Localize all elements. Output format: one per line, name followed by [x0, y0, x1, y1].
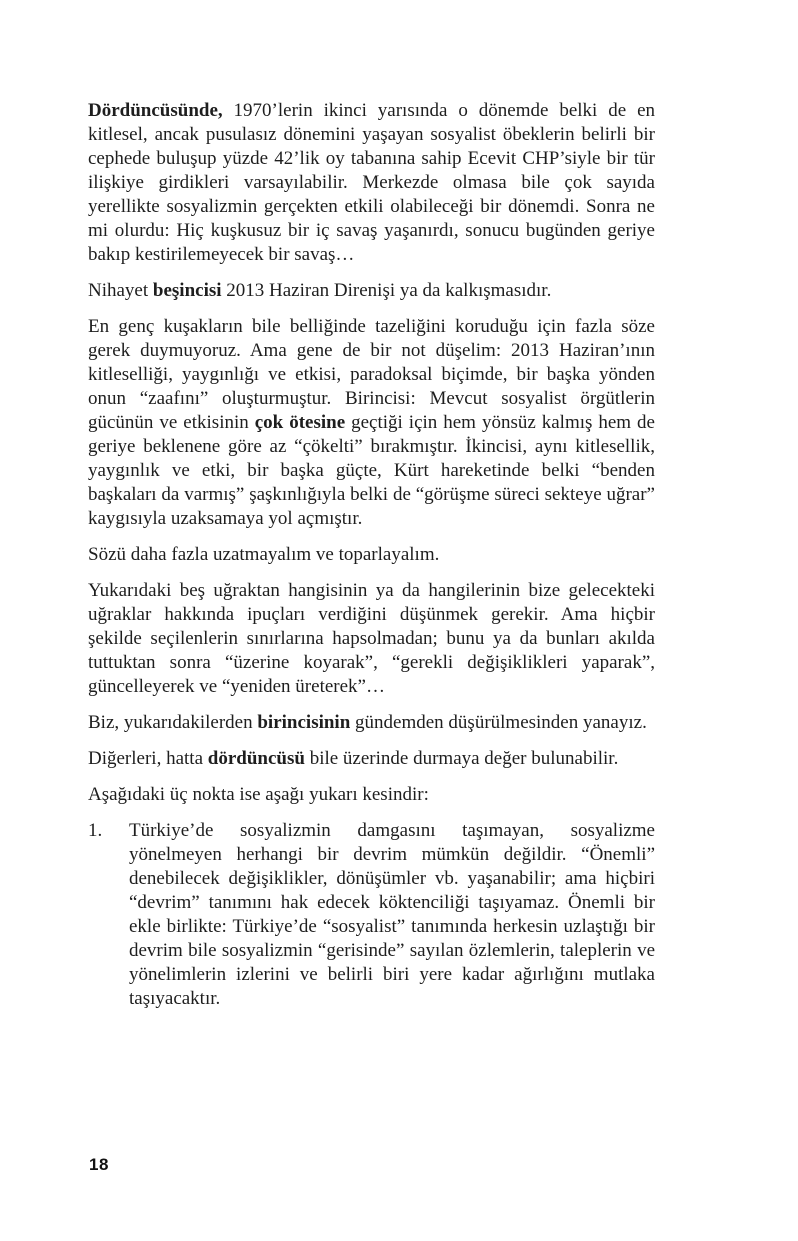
page-footer: [89, 1155, 109, 1175]
paragraph-sozu-toparlayalim: Sözü daha fazla uzatmayalım ve toparlayalım.: [88, 544, 440, 565]
page-number: 18: [89, 1155, 109, 1174]
paragraph-nihayet-besincisi: Nihayet beşincisi 2013 Haziran Direnişi ya da kalkışmasıdır.: [88, 280, 552, 301]
paragraph-biz-birincisinin: Biz, yukarıdakilerden birincisinin gündemden düşürülmesinden yanayız.: [88, 712, 647, 733]
page-text-column: [88, 99, 655, 1023]
numbered-list-item-1: [88, 819, 655, 1011]
list-item-number: 1.: [88, 820, 103, 841]
paragraph-digerleri-dorduncusu: Diğerleri, hatta dördüncüsü bile üzerinde durmaya değer bulunabilir.: [88, 748, 619, 769]
bold-text: dördüncüsü: [207, 748, 305, 769]
paragraph-en-genc-kusaklar: En genç kuşakların bile belliğinde tazeliğini koruduğu için fazla söze gerek duymuyoruz. Ama gene de bir not düşelim: 2013 Haziran’ının kitleselliği, yaygınlığı ve etkisi, paradoksal biçimde, bir başka yönden onun “zaafını” oluşturmuştur. Birincisi: Mevcut sosyalist örgütlerin gücünün ve etkisinin çok ötesine geçtiği için hem yönsüz kalmış hem de geriye beklenene göre az “çökelti” bırakmıştır. İkincisi, aynı kitlesellik, yaygınlık ve etki, bir başka güçte, Kürt hareketinde belki “benden başkaları da varmış” şaşkınlığıyla belki de “görüşme süreci sekteye uğrar” kaygısıyla uzaksamaya yol açmıştır.: [88, 316, 655, 529]
bold-text: beşincisi: [152, 280, 222, 301]
bold-text: çok ötesine: [254, 412, 346, 433]
bold-text: birincisinin: [257, 712, 351, 733]
paragraph-yukaridaki-bes-ugrak: Yukarıdaki beş uğraktan hangisinin ya da hangilerinin bize gelecekteki uğraklar hakkında ipuçları verdiğini düşünmek gerekir. Ama hiçbir şekilde seçilenlerin sınırlarına hapsolmadan; bunu ya da bunları akılda tuttuktan sonra “üzerine koyarak”, “gerekli değişiklikleri yaparak”, güncelleyerek ve “yeniden üreterek”…: [88, 580, 655, 697]
paragraph-dorduncusunde: Dördüncüsünde, 1970’lerin ikinci yarısında o dönemde belki de en kitlesel, ancak pusulasız dönemini yaşayan sosyalist öbeklerin belirli bir cephede buluşup yüzde 42’lik oy tabanına sahip Ecevit CHP’siyle bir tür ilişkiye girdikleri varsayılabilir. Merkezde olmasa bile çok sayıda yerellikte sosyalizmin gerçekten etkili olabileceği bir dönemdi. Sonra ne mi olurdu: Hiç kuşkusuz bir iç savaş yaşanırdı, sonucu bugünden geriye bakıp kestirilemeyecek bir savaş…: [88, 100, 655, 265]
list-item-text: Türkiye’de sosyalizmin damgasını taşımayan, sosyalizme yönelmeyen herhangi bir devrim mümkün değildir. “Önemli” denebilecek değişiklikler, dönüşümler vb. yaşanabilir; ama hiçbiri “devrim” tanımını hak edecek köktenciliği taşıyamaz. Önemli bir ekle birlikte: Türkiye’de “sosyalist” tanımında herkesin uzlaştığı bir devrim bile sosyalizmin “gerisinde” sayılan özlemlerin, taleplerin ve yönelimlerin izlerini ve belirli biri yere kadar ağırlığını mutlaka taşıyacaktır.: [129, 820, 655, 1009]
bold-text: Dördüncüsünde,: [88, 100, 223, 121]
paragraph-asagidaki-uc-nokta: Aşağıdaki üç nokta ise aşağı yukarı kesindir:: [88, 784, 429, 805]
